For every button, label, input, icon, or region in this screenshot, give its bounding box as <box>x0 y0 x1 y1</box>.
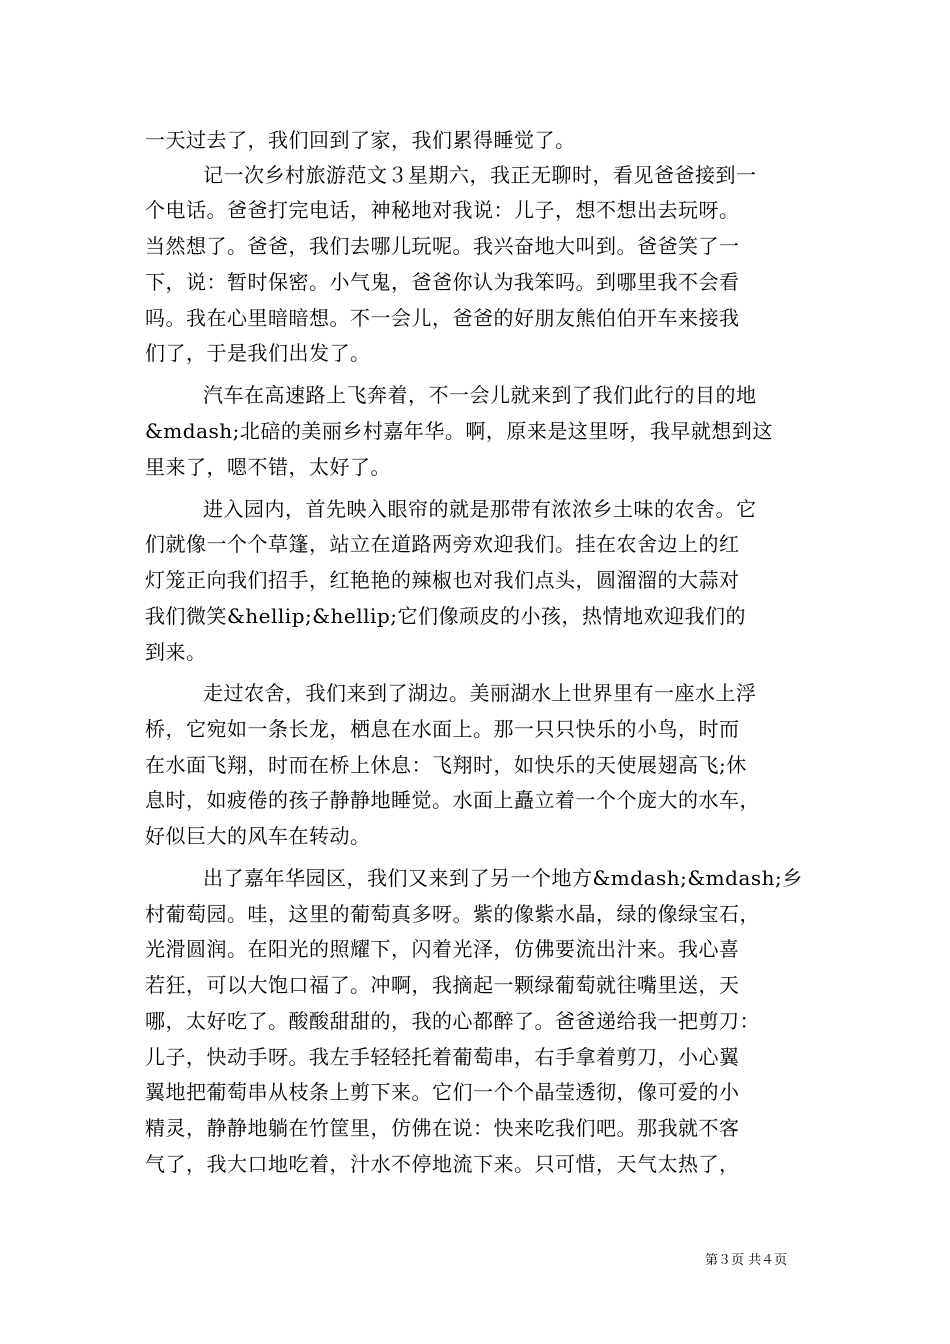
text-line: 好似巨大的风车在转动。 <box>145 824 371 848</box>
text-line: 当然想了。爸爸，我们去哪儿玩呢。我兴奋地大叫到。爸爸笑了一 <box>145 234 740 258</box>
page-number: 第３页 共４页 <box>705 1253 788 1268</box>
text-line: 我们微笑&hellip;&hellip;它们像顽皮的小孩，热情地欢迎我们的 <box>145 604 746 628</box>
text-line: 到来。 <box>145 640 207 664</box>
text-line: 灯笼正向我们招手，红艳艳的辣椒也对我们点头，圆溜溜的大蒜对 <box>145 568 740 592</box>
text-line: 们了，于是我们出发了。 <box>145 341 371 365</box>
text-line: 息时，如疲倦的孩子静静地睡觉。水面上矗立着一个个庞大的水车， <box>145 788 760 812</box>
text-line: 出了嘉年华园区，我们又来到了另一个地方&mdash;&mdash;乡 <box>203 866 803 890</box>
text-line: 下，说：暂时保密。小气鬼，爸爸你认为我笨吗。到哪里我不会看 <box>145 270 740 294</box>
text-line: 进入园内，首先映入眼帘的就是那带有浓浓乡土味的农舍。它 <box>203 497 757 521</box>
text-line: 村葡萄园。哇，这里的葡萄真多呀。紫的像紫水晶，绿的像绿宝石， <box>145 902 760 926</box>
text-line: 光滑圆润。在阳光的照耀下，闪着光泽，仿佛要流出汁来。我心喜 <box>145 937 740 961</box>
text-line: 一天过去了，我们回到了家，我们累得睡觉了。 <box>145 128 576 152</box>
text-line: 记一次乡村旅游范文３星期六，我正无聊时，看见爸爸接到一 <box>203 163 757 187</box>
text-line: &mdash;北碚的美丽乡村嘉年华。啊，原来是这里呀，我早就想到这 <box>145 419 773 443</box>
text-line: 汽车在高速路上飞奔着，不一会儿就来到了我们此行的目的地 <box>203 383 757 407</box>
text-line: 哪，太好吃了。酸酸甜甜的，我的心都醉了。爸爸递给我一把剪刀： <box>145 1009 760 1033</box>
text-line: 在水面飞翔，时而在桥上休息：飞翔时，如快乐的天使展翅高飞;休 <box>145 753 747 777</box>
text-line: 吗。我在心里暗暗想。不一会儿，爸爸的好朋友熊伯伯开车来接我 <box>145 306 740 330</box>
text-line: 精灵，静静地躺在竹筐里，仿佛在说：快来吃我们吧。那我就不客 <box>145 1116 740 1140</box>
text-line: 若狂，可以大饱口福了。冲啊，我摘起一颗绿葡萄就往嘴里送，天 <box>145 973 740 997</box>
text-line: 桥，它宛如一条长龙，栖息在水面上。那一只只快乐的小鸟，时而 <box>145 717 740 741</box>
text-line: 走过农舍，我们来到了湖边。美丽湖水上世界里有一座水上浮 <box>203 681 757 705</box>
text-line: 们就像一个个草篷，站立在道路两旁欢迎我们。挂在农舍边上的红 <box>145 532 740 556</box>
text-line: 翼地把葡萄串从枝条上剪下来。它们一个个晶莹透彻，像可爱的小 <box>145 1080 740 1104</box>
text-line: 气了，我大口地吃着，汁水不停地流下来。只可惜，天气太热了， <box>145 1152 740 1176</box>
text-line: 儿子，快动手呀。我左手轻轻托着葡萄串，右手拿着剪刀，小心翼 <box>145 1045 740 1069</box>
text-line: 个电话。爸爸打完电话，神秘地对我说：儿子，想不想出去玩呀。 <box>145 198 740 222</box>
text-line: 里来了，嗯不错，太好了。 <box>145 455 391 479</box>
